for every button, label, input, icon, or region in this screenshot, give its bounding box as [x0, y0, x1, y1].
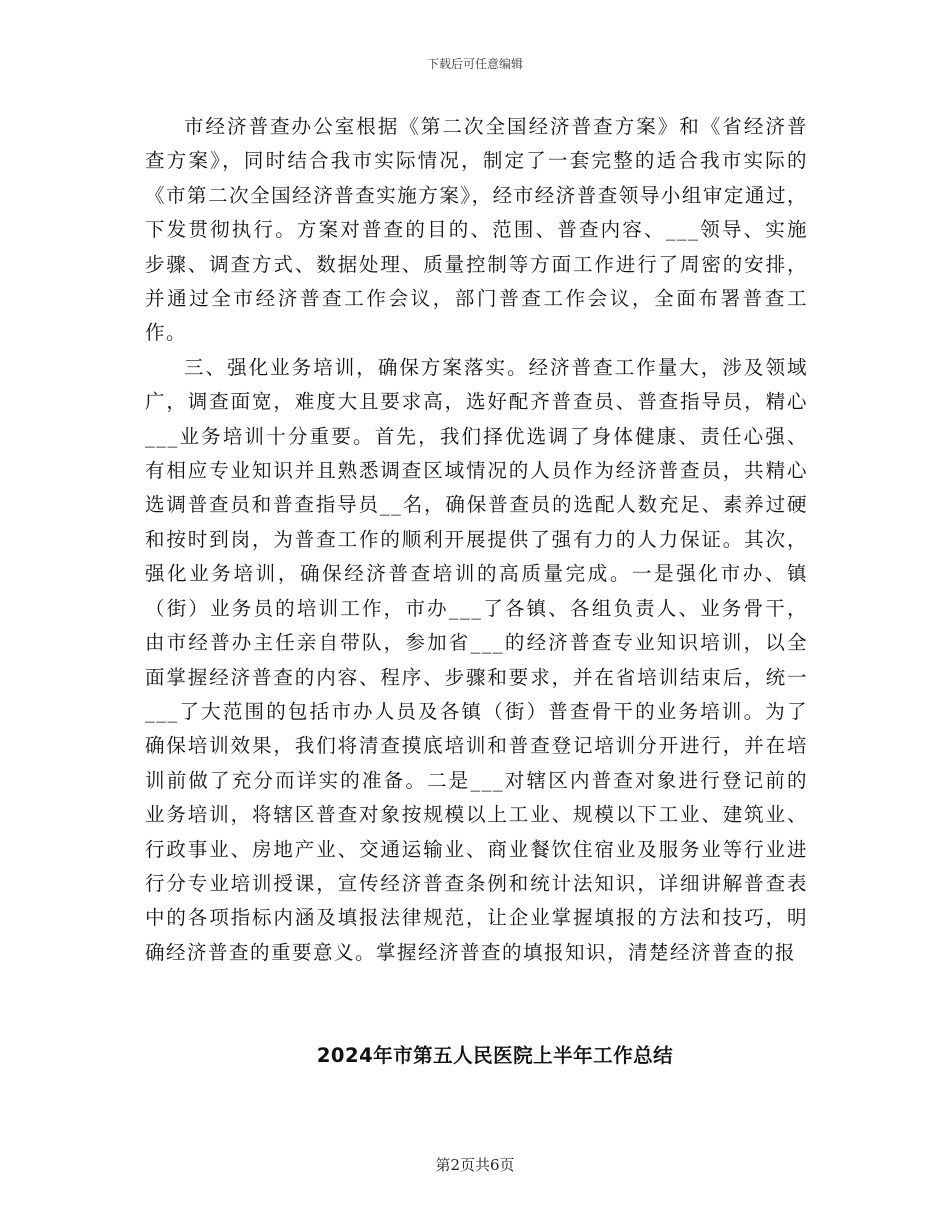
- page-number: 第2页共6页: [435, 1156, 515, 1174]
- document-body: [145, 110, 808, 970]
- paragraph-1: 市经济普查办公室根据《第二次全国经济普查方案》和《省经济普查方案》，同时结合我市实际情况，制定了一套完整的适合我市实际的《市第二次全国经济普查实施方案》，经市经济普查领导小组审定通过，下发贯彻执行。方案对普查的目的、范围、普查内容、___领导、实施步骤、调查方式、数据处理、质量控制等方面工作进行了周密的安排，并通过全市经济普查工作会议，部门普查工作会议，全面布署普查工作。: [145, 115, 808, 345]
- paragraph-2: 三、强化业务培训，确保方案落实。经济普查工作量大，涉及领域广，调查面宽，难度大且要求高，选好配齐普查员、普查指导员，精心___业务培训十分重要。首先，我们择优选调了身体健康、责任心强、有相应专业知识并且熟悉调查区域情况的人员作为经济普查员，共精心选调普查员和普查指导员__名，确保普查员的选配人数充足、素养过硬和按时到岗，为普查工作的顺利开展提供了强有力的人力保证。其次，强化业务培训，确保经济普查培训的高质量完成。一是强化市办、镇（街）业务员的培训工作，市办___了各镇、各组负责人、业务骨干，由市经普办主任亲自带队，参加省___的经济普查专业知识培训，以全面掌握经济普查的内容、程序、步骤和要求，并在省培训结束后，统一___了大范围的包括市办人员及各镇（街）普查骨干的业务培训。为了确保培训效果，我们将清查摸底培训和普查登记培训分开进行，并在培训前做了充分而详实的准备。二是___对辖区内普查对象进行登记前的业务培训，将辖区普查对象按规模以上工业、规模以下工业、建筑业、行政事业、房地产业、交通运输业、商业餐饮住宿业及服务业等行业进行分专业培训授课，宣传经济普查条例和统计法知识，详细讲解普查表中的各项指标内涵及填报法律规范，让企业掌握填报的方法和技巧，明确经济普查的重要意义。掌握经济普查的填报知识，清楚经济普查的报: [145, 355, 808, 964]
- document-title: 2024年市第五人民医院上半年工作总结: [316, 1044, 674, 1067]
- header-note: 下载后可任意编辑: [426, 57, 523, 71]
